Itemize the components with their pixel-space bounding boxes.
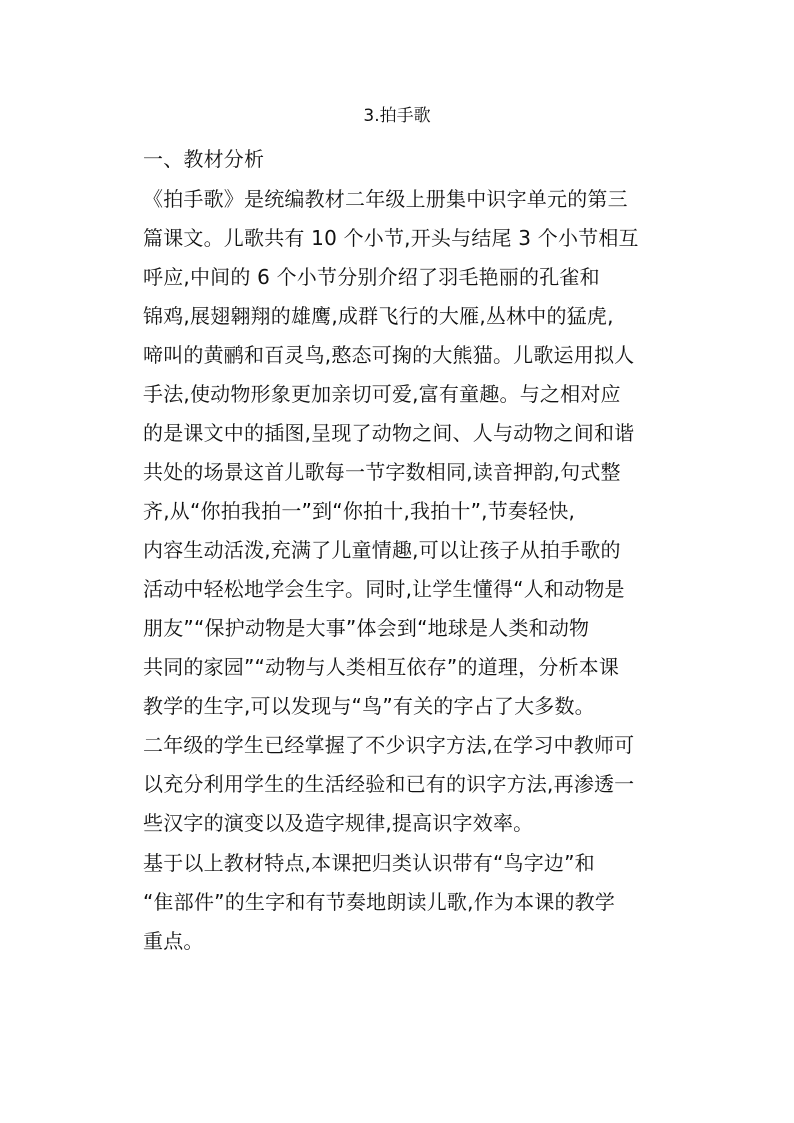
text-line: 齐,从“你拍我拍一”到“你拍十,我拍十”,节奏轻快, [143,499,576,523]
text-line: 重点。 [143,929,204,953]
text-line: 些汉字的演变以及造字规律,提高识字效率。 [143,811,534,835]
text-line: 手法,使动物形象更加亲切可爱,富有童趣。与之相对应 [143,382,621,406]
text-line: 篇课文。儿歌共有 10 个小节,开头与结尾 3 个小节相互 [143,226,639,250]
text-line: 活动中轻松地学会生字。同时,让学生懂得“人和动物是 [143,577,625,601]
text-line: “隹部件”的生字和有节奏地朗读儿歌,作为本课的教学 [143,890,616,914]
page-title: 3.拍手歌 [363,106,431,126]
text-line: 共处的场景这首儿歌每一节字数相同,读音押韵,句式整 [143,460,621,484]
text-line: 朋友”“保护动物是大事”体会到“地球是人类和动物 [143,616,590,640]
text-line: 的是课文中的插图,呈现了动物之间、人与动物之间和谐 [143,421,635,445]
section-heading: 一、教材分析 [143,147,265,171]
text-line: 锦鸡,展翅翱翔的雄鹰,成群飞行的大雁,丛林中的猛虎, [143,304,614,328]
text-line: 基于以上教材特点,本课把归类认识带有“鸟字边”和 [143,851,595,875]
text-line: 内容生动活泼,充满了儿童情趣,可以让孩子从拍手歌的 [143,538,621,562]
text-line: 呼应,中间的 6 个小节分别介绍了羽毛艳丽的孔雀和 [143,265,600,289]
text-line: 《拍手歌》是统编教材二年级上册集中识字单元的第三 [143,187,628,211]
text-line: 啼叫的黄鹂和百灵鸟,憨态可掬的大熊猫。儿歌运用拟人 [143,343,635,367]
text-line: 二年级的学生已经掌握了不少识字方法,在学习中教师可 [143,733,635,757]
text-line: 教学的生字,可以发现与“鸟”有关的字占了大多数。 [143,694,595,718]
text-line: 以充分利用学生的生活经验和已有的识字方法,再渗透一 [143,772,635,796]
text-line: 共同的家园”“动物与人类相互依存”的道理，分析本课 [143,655,620,679]
